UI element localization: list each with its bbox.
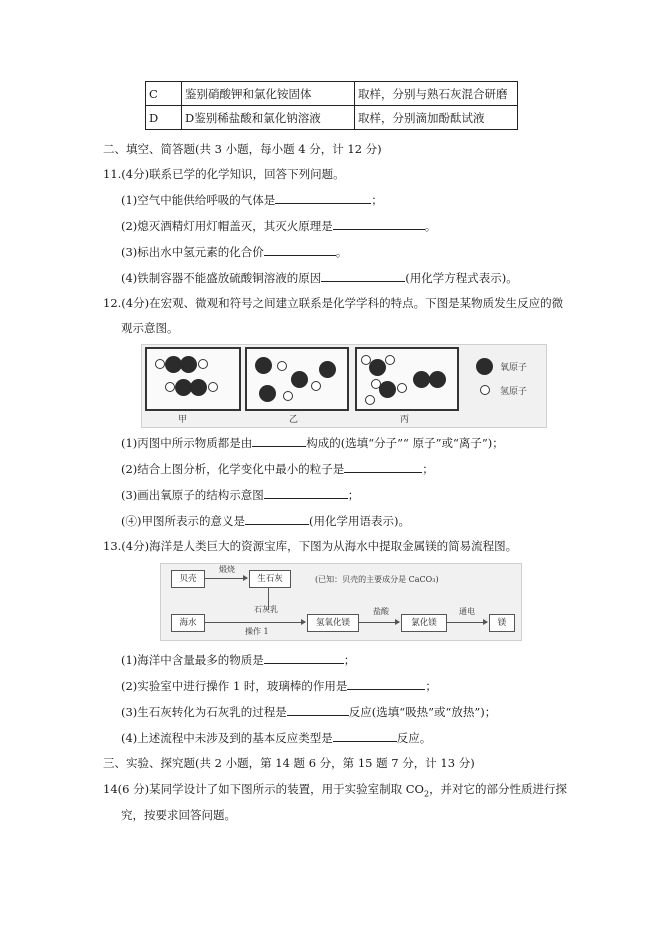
- flow-mgcl-box: 氯化镁: [401, 614, 447, 632]
- answer-blank[interactable]: [347, 677, 425, 690]
- q14-co2-subscript: 2: [423, 789, 430, 799]
- q13-part1-end: ；: [343, 653, 356, 667]
- flow-diagram: [160, 563, 522, 641]
- q13-part1-text: (1)海洋中含量最多的物质是: [121, 653, 264, 667]
- q12-part4-end: (用化学用语表示)。: [308, 514, 410, 528]
- q12-part3: [121, 486, 359, 503]
- hydrogen-atom: [311, 381, 321, 391]
- q11-part2: [121, 217, 436, 234]
- panel-jia: [145, 347, 241, 411]
- panel-label: 甲: [178, 415, 188, 425]
- q11-part2-end: 。: [424, 219, 437, 233]
- flow-seawater-box: 海水: [171, 614, 205, 632]
- flow-mg-box: 镁: [489, 614, 515, 632]
- hydrogen-atom: [397, 383, 407, 393]
- q12-part3-end: ；: [347, 488, 360, 502]
- item-cell: 鉴别硝酸钾和氯化铵固体: [182, 82, 355, 106]
- options-table: [145, 81, 518, 130]
- answer-blank[interactable]: [245, 512, 309, 525]
- oxygen-atom: [255, 357, 272, 374]
- panel-bing: [355, 347, 459, 411]
- flow-arrow: [205, 622, 305, 623]
- q11-part4-end: (用化学方程式表示)。: [405, 271, 518, 285]
- q11-part3-end: 。: [335, 245, 348, 259]
- q14-stem-text-a: 14(6 分)某同学设计了如下图所示的装置，用于实验室制取 CO: [103, 782, 424, 796]
- flow-calcine-label: 煅烧: [219, 565, 235, 574]
- answer-blank[interactable]: [264, 486, 348, 499]
- table-row: [146, 82, 518, 106]
- oxygen-atom: [180, 356, 197, 373]
- q13-part2: [121, 677, 437, 694]
- oxygen-atom: [379, 381, 396, 398]
- panel-label: 乙: [289, 415, 299, 425]
- q11-stem: 11.(4分)联系已学的化学知识，回答下列问题。: [103, 167, 345, 181]
- flow-quicklime-box: 生石灰: [249, 570, 291, 588]
- answer-blank[interactable]: [275, 191, 371, 204]
- flow-elec-label: 通电: [459, 607, 475, 616]
- q13-part4-text: (4)上述流程中未涉及到的基本反应类型是: [121, 731, 333, 745]
- answer-blank[interactable]: [252, 434, 306, 447]
- answer-blank[interactable]: [321, 269, 405, 282]
- q13-part3-text: (3)生石灰转化为石灰乳的过程是: [121, 705, 287, 719]
- legend-oxygen-label: 氧原子: [500, 363, 528, 373]
- answer-blank[interactable]: [264, 651, 344, 664]
- hydrogen-atom: [165, 382, 175, 392]
- flow-arrow: [359, 622, 399, 623]
- q12-part4: [121, 512, 410, 529]
- q12-part2: [121, 460, 434, 477]
- q11-part1-end: ；: [371, 193, 383, 207]
- q13-part4: [121, 729, 431, 746]
- option-cell: C: [146, 82, 182, 106]
- flow-shell-box: 贝壳: [171, 570, 205, 588]
- flow-arrow: [447, 622, 487, 623]
- q13-part3-end: 反应(选填“吸热”或“放热”)；: [348, 705, 497, 719]
- q12-part3-text: (3)画出氧原子的结构示意图: [121, 488, 264, 502]
- section2-heading: 二、填空、简答题(共 3 小题，每小题 4 分，计 12 分): [103, 142, 382, 156]
- q13-part2-text: (2)实验室中进行操作 1 时，玻璃棒的作用是: [121, 679, 348, 693]
- method-cell: 取样，分别滴加酚酞试液: [355, 106, 518, 130]
- oxygen-atom: [319, 361, 336, 378]
- q11-part3-text: (3)标出水中氢元素的化合价: [121, 245, 264, 259]
- q14-stem-text-b: ，并对它的部分性质进行探: [429, 782, 568, 796]
- flow-arrow: [205, 578, 247, 579]
- flow-op1-label: 操作 1: [245, 627, 269, 636]
- oxygen-atom: [291, 371, 308, 388]
- q12-stem-line1: 12.(4分)在宏观、微观和符号之间建立联系是化学学科的特点。下图是某物质发生反应的微: [103, 296, 564, 310]
- q11-part1-text: (1)空气中能供给呼吸的气体是: [121, 193, 276, 207]
- q12-part4-text: (④)甲图所表示的意义是: [121, 514, 245, 528]
- answer-blank[interactable]: [344, 460, 422, 473]
- q14-stem-line2: 究，按要求回答问题。: [121, 808, 236, 822]
- panel-yi: [245, 347, 349, 411]
- flow-note: (已知：贝壳的主要成分是 CaCO₃): [315, 575, 439, 584]
- q11-part1: [121, 191, 383, 208]
- q13-part1: [121, 651, 355, 668]
- method-cell: 取样，分别与熟石灰混合研磨: [355, 82, 518, 106]
- q13-part4-end: 反应。: [396, 731, 432, 745]
- answer-blank[interactable]: [264, 243, 336, 256]
- hydrogen-atom: [155, 359, 165, 369]
- legend-oxygen-icon: [476, 358, 493, 375]
- oxygen-atom: [413, 371, 430, 388]
- q12-part1-end: 构成的(选填“分子”“ 原子”或“离子”)；: [306, 436, 504, 450]
- option-cell: D: [146, 106, 182, 130]
- q11-part4: [121, 269, 518, 286]
- flow-mgoh-box: 氢氧化镁: [307, 614, 359, 632]
- q12-part1-text: (1)丙图中所示物质都是由: [121, 436, 253, 450]
- q13-stem: 13.(4分)海洋是人类巨大的资源宝库，下图为从海水中提取金属镁的简易流程图。: [103, 539, 518, 553]
- q14-stem-line1: [103, 781, 567, 798]
- section3-heading: 三、实验、探究题(共 2 小题，第 14 题 6 分，第 15 题 7 分，计 13 分): [103, 756, 475, 770]
- hydrogen-atom: [198, 359, 208, 369]
- q12-part1: [121, 434, 504, 451]
- q11-part2-text: (2)熄灭酒精灯用灯帽盖灭，其灭火原理是: [121, 219, 333, 233]
- hydrogen-atom: [208, 382, 218, 392]
- q11-part3: [121, 243, 347, 260]
- micro-diagram: [141, 344, 547, 428]
- table-row: [146, 106, 518, 130]
- q12-stem-line2: 观示意图。: [121, 321, 179, 335]
- item-cell: D鉴别稀盐酸和氯化钠溶液: [182, 106, 355, 130]
- q12-part2-text: (2)结合上图分析，化学变化中最小的粒子是: [121, 462, 345, 476]
- answer-blank[interactable]: [333, 217, 425, 230]
- hydrogen-atom: [385, 355, 395, 365]
- answer-blank[interactable]: [333, 729, 397, 742]
- oxygen-atom: [429, 371, 446, 388]
- oxygen-atom: [369, 359, 386, 376]
- flow-limemilk-label: 石灰乳: [254, 605, 278, 614]
- q13-part2-end: ；: [425, 679, 437, 693]
- q11-part4-text: (4)铁制容器不能盛放硫酸铜溶液的原因: [121, 271, 322, 285]
- hydrogen-atom: [277, 361, 287, 371]
- hydrogen-atom: [365, 395, 375, 405]
- answer-blank[interactable]: [287, 703, 349, 716]
- panel-label: 丙: [400, 415, 410, 425]
- q13-part3: [121, 703, 496, 720]
- oxygen-atom: [259, 385, 276, 402]
- legend-hydrogen-label: 氢原子: [500, 387, 528, 397]
- hydrogen-atom: [283, 391, 293, 401]
- flow-hcl-label: 盐酸: [373, 607, 389, 616]
- legend-hydrogen-icon: [480, 385, 490, 395]
- oxygen-atom: [190, 379, 207, 396]
- q12-part2-end: ；: [422, 462, 434, 476]
